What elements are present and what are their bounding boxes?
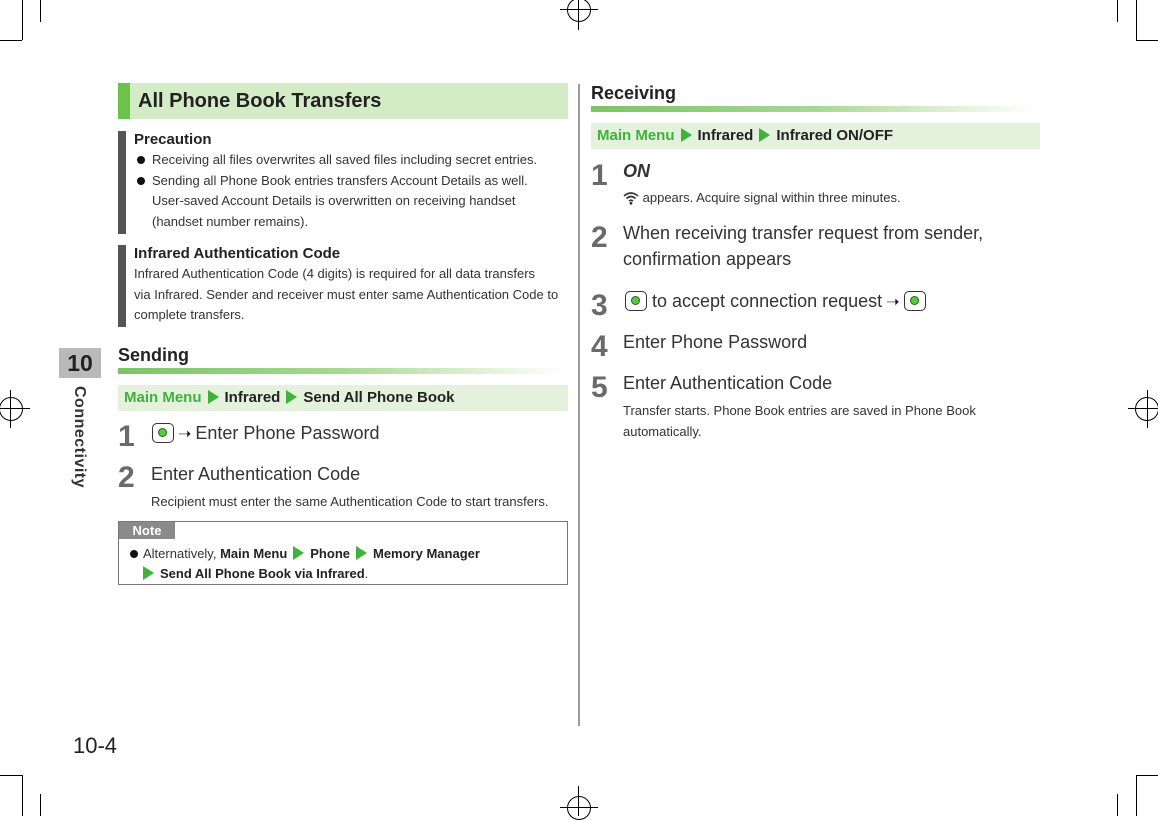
nav-arrow-icon [143, 566, 154, 580]
crop-mark [1136, 0, 1137, 40]
nav-item: Infrared [697, 127, 754, 144]
step-number: 1 [591, 159, 608, 192]
nav-arrow-icon [293, 546, 304, 560]
precaution-bullet: Sending all Phone Book entries transfers Account Details as well. [134, 171, 568, 192]
receiving-nav-path [591, 123, 1040, 149]
precaution-bullet: Receiving all files overwrites all saved files including secret entries. [134, 150, 568, 171]
step-subtext: Transfer starts. Phone Book entries are saved in Phone Book [623, 403, 976, 418]
nav-arrow-icon [208, 390, 219, 404]
crop-mark [22, 0, 23, 40]
registration-mark [578, 786, 579, 816]
center-key-icon [625, 291, 647, 311]
step-number: 2 [118, 461, 135, 494]
precaution-bullet-cont: (handset number remains). [152, 213, 309, 229]
chapter-number: 10 [59, 348, 101, 378]
step-text [152, 420, 380, 448]
registration-mark [560, 9, 598, 10]
step-subtext: Recipient must enter the same Authentication Code to start transfers. [151, 494, 549, 509]
arrow-icon: ➝ [886, 294, 900, 311]
arrow-icon: ➝ [178, 426, 192, 443]
step-number: 3 [591, 289, 608, 322]
crop-mark [0, 775, 22, 776]
crop-mark [1136, 775, 1158, 776]
nav-arrow-icon [286, 390, 297, 404]
note-box [118, 521, 568, 585]
crop-mark [1117, 794, 1118, 816]
nav-main-menu: Main Menu [597, 127, 675, 144]
receiving-heading: Receiving [591, 83, 677, 103]
infrared-icon [623, 191, 639, 205]
nav-item: Infrared ON/OFF [776, 127, 894, 144]
step-text [625, 288, 926, 316]
crop-mark [1136, 40, 1158, 41]
crop-mark [40, 0, 41, 22]
step-text-label: Enter Phone Password [195, 423, 380, 443]
receiving-underline [591, 106, 1040, 112]
auth-code-line: Infrared Authentication Code (4 digits) is required for all data transfers [134, 266, 536, 281]
registration-mark [578, 0, 579, 30]
note-prefix: Alternatively, [143, 546, 217, 561]
step-subtext-label: appears. Acquire signal within three minutes. [642, 190, 901, 205]
registration-mark [1128, 408, 1158, 409]
auth-code-block [118, 245, 570, 327]
registration-mark [0, 397, 23, 421]
step-text: ON [623, 161, 650, 181]
registration-mark [1147, 390, 1148, 428]
step-text: Enter Authentication Code [623, 373, 833, 393]
registration-mark [567, 796, 591, 820]
note-text [127, 544, 480, 584]
nav-item: Send All Phone Book [303, 389, 455, 406]
step-number: 4 [591, 330, 608, 363]
step-text: confirmation appears [623, 249, 792, 269]
registration-mark [10, 390, 11, 428]
step-text: Enter Phone Password [623, 332, 808, 352]
auth-code-title: Infrared Authentication Code [134, 245, 341, 262]
step-subtext [623, 187, 901, 208]
step-text: When receiving transfer request from sender, [623, 223, 984, 243]
precaution-title: Precaution [134, 131, 212, 148]
sending-heading: Sending [118, 345, 189, 365]
crop-mark [1136, 775, 1137, 816]
registration-mark [567, 0, 591, 22]
nav-arrow-icon [356, 546, 367, 560]
crop-mark [40, 794, 41, 816]
sending-nav-path [118, 385, 568, 411]
note-item: Send All Phone Book via Infrared [160, 566, 365, 581]
precaution-bullet-cont: User-saved Account Details is overwritten on receiving handset [152, 193, 516, 208]
auth-code-line: complete transfers. [134, 307, 245, 322]
crop-mark [1117, 0, 1118, 22]
note-line [127, 564, 480, 584]
note-tag: Note [119, 522, 175, 539]
precaution-block [118, 131, 568, 234]
step-number: 5 [591, 371, 608, 404]
note-item: Memory Manager [373, 546, 480, 561]
center-key-icon [904, 291, 926, 311]
column-divider [578, 84, 580, 726]
crop-mark [0, 40, 22, 41]
note-item: Phone [310, 546, 350, 561]
note-line [127, 544, 480, 564]
registration-mark [560, 807, 598, 808]
section-title: All Phone Book Transfers [118, 83, 568, 119]
note-main-menu: Main Menu [220, 546, 288, 561]
step-number: 2 [591, 221, 608, 254]
step-number: 1 [118, 420, 135, 453]
page-number: 10-4 [73, 733, 118, 758]
chapter-label [56, 378, 102, 498]
nav-item: Infrared [224, 389, 281, 406]
nav-main-menu: Main Menu [124, 389, 202, 406]
chapter-label-text: Connectivity [71, 386, 88, 489]
sending-underline [118, 368, 568, 374]
center-key-icon [152, 423, 174, 443]
nav-arrow-icon [681, 128, 692, 142]
step-text: Enter Authentication Code [151, 464, 361, 484]
step-subtext: automatically. [623, 424, 702, 439]
step-text-label: to accept connection request [652, 291, 883, 311]
crop-mark [22, 775, 23, 816]
note-suffix: . [364, 566, 369, 581]
auth-code-line: via Infrared. Sender and receiver must enter same Authentication Code to [134, 286, 559, 302]
nav-arrow-icon [759, 128, 770, 142]
registration-mark [0, 408, 30, 409]
